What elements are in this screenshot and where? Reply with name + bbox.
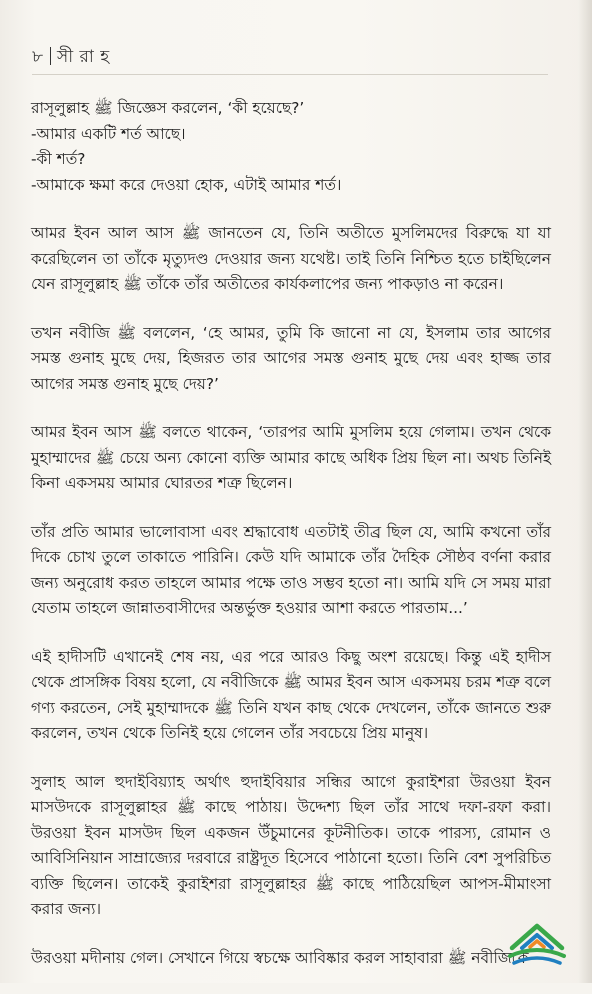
header-rule bbox=[32, 74, 548, 75]
paragraph: আমর ইবন আল আস ﷺ জানতেন যে, তিনি অতীতে মুসলিমদের বিরুদ্ধে যা যা করেছিলেন তা তাঁকে মৃত্যুদণ্ড দেওয়ার জন্য যথেষ্ট। তাই তিনি নিশ্চিত হতে চাইছিলেন যেন রাসূলুল্লাহ ﷺ তাঁকে তাঁর অতীতের কার্যকলাপের জন্য পাকড়াও না করেন। bbox=[31, 224, 551, 293]
dialogue-line: -আমাকে ক্ষমা করে দেওয়া হোক, এটাই আমার শর্ত। bbox=[31, 175, 342, 194]
paragraph: সুলাহ আল হুদাইবিয়্যাহ অর্থাৎ হুদাইবিয়ার সন্ধির আগে কুরাইশরা উরওয়া ইবন মাসউদকে রাসূলুল্লাহর ﷺ কাছে পাঠায়। উদ্দেশ্য ছিল তাঁর সাথে দফা-রফা করা। উরওয়া ইবন মাসউদ ছিল একজন উঁচুমানের কূটনীতিক। তাকে পারস্য, রোমান ও আবিসিনিয়ান সাম্রাজ্যের দরবারে রাষ্ট্রদূত হিসেবে পাঠানো হতো। তিনি বেশ সুপরিচিত ব্যক্তি ছিলেন। তাকেই কুরাইশরা রাসূলুল্লাহর ﷺ কাছে পাঠিয়েছিল আপস-মীমাংসা করার জন্য। bbox=[31, 772, 551, 918]
paragraph: আমর ইবন আস ﷺ বলতে থাকেন, ‘তারপর আমি মুসলিম হয়ে গেলাম। তখন থেকে মুহাম্মাদের ﷺ চেয়ে অন্য কোনো ব্যক্তি আমার কাছে অধিক প্রিয় ছিল না। অথচ তিনিই কিনা একসময় আমার ঘোরতর শত্রু ছিলেন। bbox=[31, 423, 551, 492]
paragraph: তাঁর প্রতি আমার ভালোবাসা এবং শ্রদ্ধাবোধ এতটাই তীব্র ছিল যে, আমি কখনো তাঁর দিকে চোখ তুলে তাকাতে পারিনি। কেউ যদি আমাকে তাঁর দৈহিক সৌষ্ঠব বর্ণনা করার জন্য অনুরোধ করত তাহলে আমার পক্ষে তাও সম্ভব হতো না। আমি যদি সে সময় মারা যেতাম তাহলে জান্নাতবাসীদের অন্তর্ভুক্ত হওয়ার আশা করতে পারতাম...’ bbox=[31, 522, 551, 617]
page-number: ৮ bbox=[32, 47, 44, 67]
dialogue-block bbox=[31, 96, 551, 198]
publisher-logo-icon bbox=[504, 918, 570, 968]
page-edge-shadow bbox=[578, 0, 592, 983]
dialogue-line: -কী শর্ত? bbox=[31, 150, 86, 168]
paragraph: এই হাদীসটি এখানেই শেষ নয়, এর পরে আরও কিছু অংশ রয়েছে। কিন্তু এই হাদীস থেকে প্রাসঙ্গিক বিষয় হলো, যে নবীজিকে ﷺ আমর ইবন আস একসময় চরম শত্রু বলে গণ্য করতেন, সেই মুহাম্মাদকে ﷺ তিনি যখন কাছ থেকে দেখলেন, তাঁকে জানতে শুরু করলেন, তখন থেকে তিনিই হয়ে গেলেন তাঁর সবচেয়ে প্রিয় মানুষ। bbox=[31, 647, 551, 742]
paragraph: উরওয়া মদীনায় গেল। সেখানে গিয়ে স্বচক্ষে আবিষ্কার করল সাহাবারা ﷺ নবীজিকে bbox=[31, 948, 529, 967]
page-body bbox=[31, 96, 551, 994]
book-title: সী রা হ bbox=[57, 47, 110, 67]
running-header bbox=[32, 44, 110, 72]
paragraph: তখন নবীজি ﷺ বললেন, ‘হে আমর, তুমি কি জানো না যে, ইসলাম তার আগের সমস্ত গুনাহ মুছে দেয়, হিজরত তার আগের সমস্ত গুনাহ মুছে দেয় এবং হাজ্জ তার আগের সমস্ত গুনাহ মুছে দেয়?’ bbox=[31, 323, 551, 393]
dialogue-line: রাসূলুল্লাহ ﷺ জিজ্ঞেস করলেন, ‘কী হয়েছে?’ bbox=[31, 99, 305, 117]
header-divider bbox=[50, 47, 52, 65]
dialogue-line: -আমার একটি শর্ত আছে। bbox=[31, 124, 186, 143]
